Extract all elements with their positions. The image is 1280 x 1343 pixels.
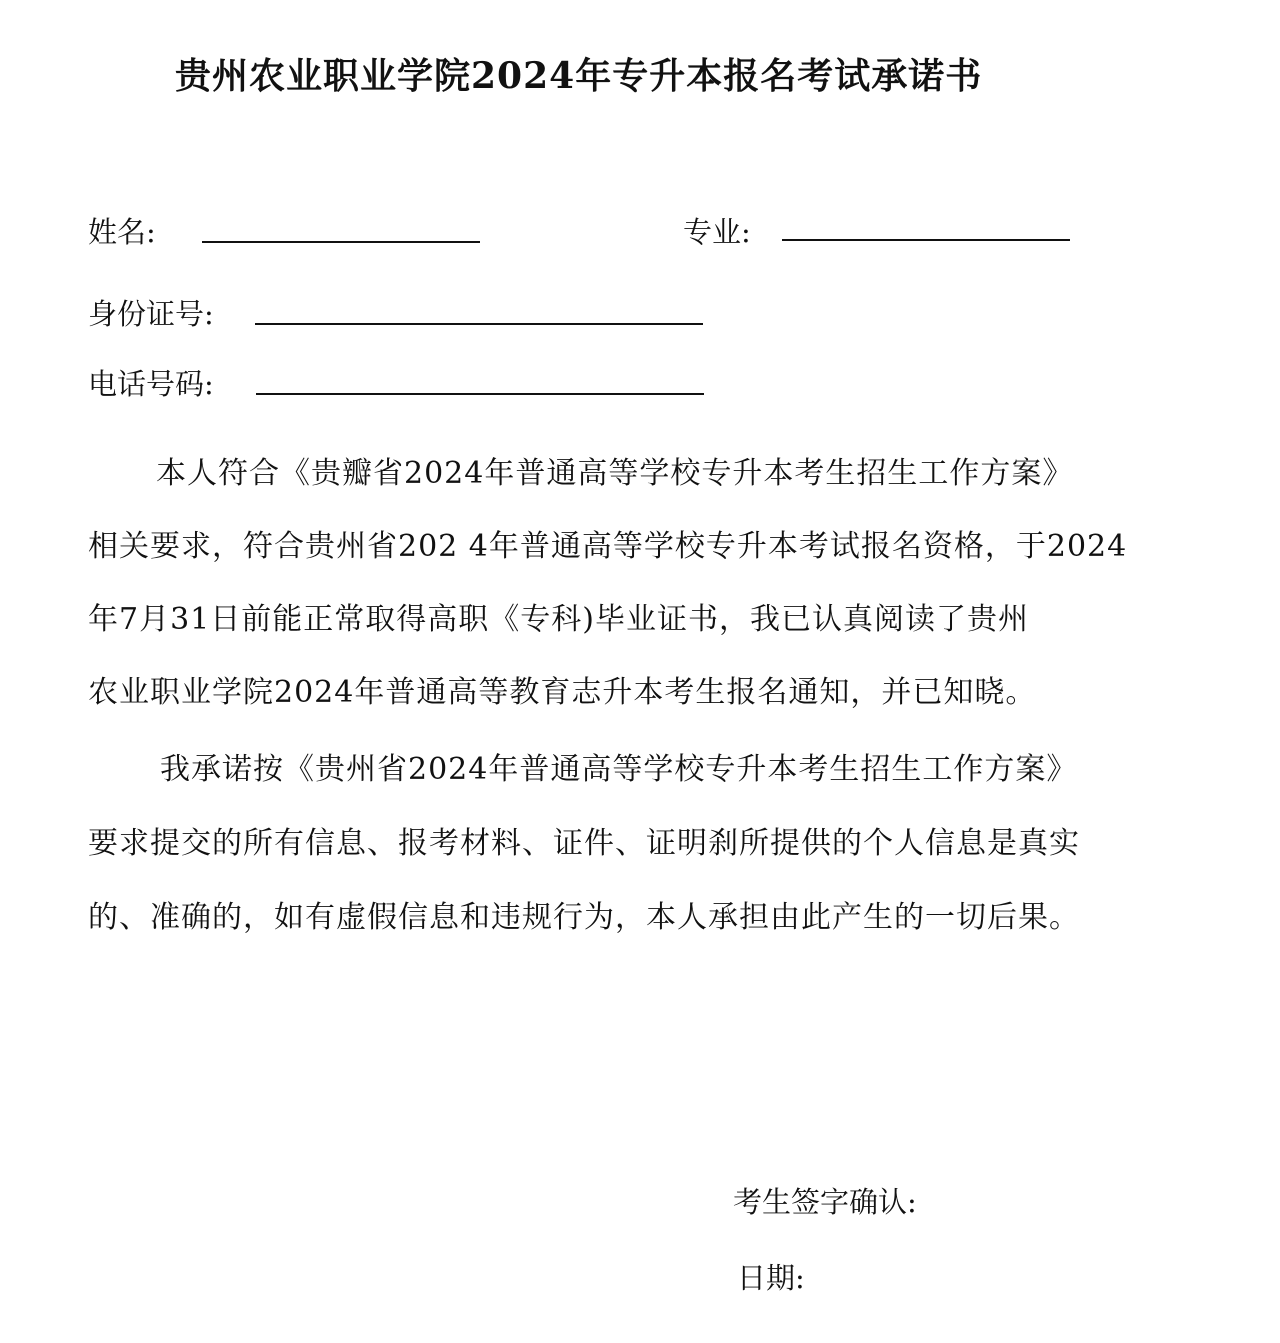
phone-number-label: 电话号码:: [88, 367, 214, 401]
paragraph-line: 相关要求，符合贵州省202 4年普通高等学校专升本考试报名资格，于2024: [88, 529, 1128, 564]
paragraph-line: 年7月31日前能正常取得高职《专科)毕业证书，我已认真阅读了贵州: [88, 602, 1029, 637]
major-blank-line: [782, 239, 1070, 241]
name-blank-line: [202, 241, 480, 243]
paragraph-line: 我承诺按《贵州省2024年普通高等学校专升本考生招生工作方案》: [160, 752, 1078, 787]
id-number-blank-line: [255, 323, 703, 325]
paragraph-line: 要求提交的所有信息、报考材料、证件、证明刹所提供的个人信息是真实: [88, 826, 1080, 861]
paragraph-line: 的、准确的，如有虚假信息和违规行为，本人承担由此产生的一切后果。: [88, 900, 1080, 935]
phone-number-blank-line: [256, 393, 704, 395]
signature-confirm-label: 考生签字确认:: [733, 1185, 917, 1219]
major-label: 专业:: [683, 215, 751, 249]
paragraph-line: 农业职业学院2024年普通高等教育志升本考生报名通知，并已知晓。: [88, 675, 1037, 710]
id-number-label: 身份证号:: [88, 297, 214, 331]
date-label: 日期:: [737, 1261, 805, 1295]
name-label: 姓名:: [88, 215, 156, 249]
paragraph-line: 本人符合《贵瓣省2024年普通高等学校专升本考生招生工作方案》: [156, 456, 1074, 491]
document-title: 贵州农业职业学院2024年专升本报名考试承诺书: [175, 55, 983, 97]
